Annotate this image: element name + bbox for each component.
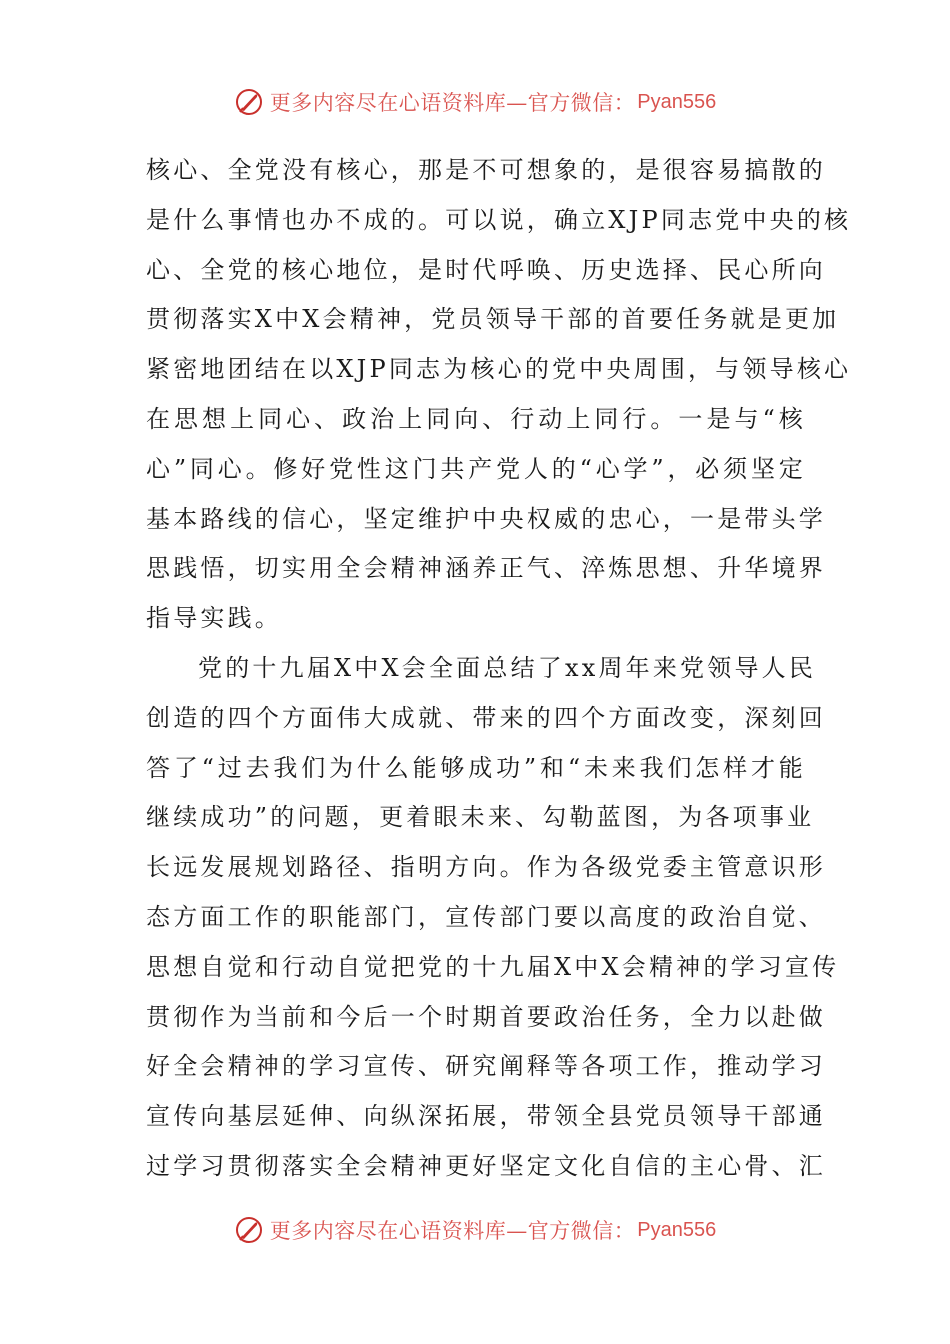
text-line: 思践悟，切实用全会精神涵养正气、淬炼思想、升华境界	[146, 554, 826, 583]
text-line: 指导实践。	[146, 604, 282, 633]
text-line: 心”同心。修好党性这门共产党人的“心学”，必须坚定	[146, 454, 806, 483]
watermark-text: 更多内容尽在心语资料库—官方微信：	[269, 1219, 636, 1243]
watermark-text: 更多内容尽在心语资料库—官方微信：	[269, 91, 636, 115]
text-line: 创造的四个方面伟大成就、带来的四个方面改变，深刻回	[146, 703, 826, 732]
text-line: 过学习贯彻落实全会精神更好坚定文化自信的主心骨、汇	[146, 1151, 826, 1180]
text-line: 心、全党的核心地位，是时代呼唤、历史选择、民心所向	[146, 255, 826, 284]
text-line: 继续成功”的问题，更着眼未来、勾勒蓝图，为各项事业	[146, 803, 815, 832]
text-line: 核心、全党没有核心，那是不可想象的，是很容易搞散的	[146, 156, 826, 184]
watermark-wechat-id: Pyan556	[637, 90, 717, 113]
text-line: 态方面工作的职能部门，宣传部门要以高度的政治自觉、	[146, 902, 826, 931]
watermark-wechat-id: Pyan556	[637, 1218, 717, 1241]
text-line: 贯彻作为当前和今后一个时期首要政治任务，全力以赴做	[146, 1002, 826, 1031]
text-line: 宣传向基层延伸、向纵深拓展，带领全县党员领导干部通	[146, 1102, 826, 1131]
text-line: 基本路线的信心，坚定维护中央权威的忠心，一是带头学	[146, 504, 826, 533]
quill-pen-seal-icon	[234, 87, 264, 117]
text-line: 贯彻落实X中X会精神，党员领导干部的首要任务就是更加	[146, 305, 840, 334]
text-line: 是什么事情也办不成的。可以说，确立XJP同志党中央的核	[146, 205, 852, 234]
text-line: 在思想上同心、政治上同向、行动上同行。一是与“核	[146, 404, 806, 433]
paragraph-start-line: 党的十九届X中X会全面总结了xx周年来党领导人民	[198, 653, 817, 682]
document-body	[146, 146, 852, 1192]
footer-watermark	[0, 1210, 950, 1250]
text-line: 思想自觉和行动自觉把党的十九届X中X会精神的学习宣传	[146, 952, 840, 981]
text-line: 长远发展规划路径、指明方向。作为各级党委主管意识形	[146, 853, 826, 882]
text-line: 答了“过去我们为什么能够成功”和“未来我们怎样才能	[146, 753, 806, 782]
text-line: 好全会精神的学习宣传、研究阐释等各项工作，推动学习	[146, 1052, 826, 1081]
text-line: 紧密地团结在以XJP同志为核心的党中央周围，与领导核心	[146, 355, 852, 384]
quill-pen-seal-icon	[234, 1215, 264, 1245]
header-watermark	[0, 82, 950, 122]
